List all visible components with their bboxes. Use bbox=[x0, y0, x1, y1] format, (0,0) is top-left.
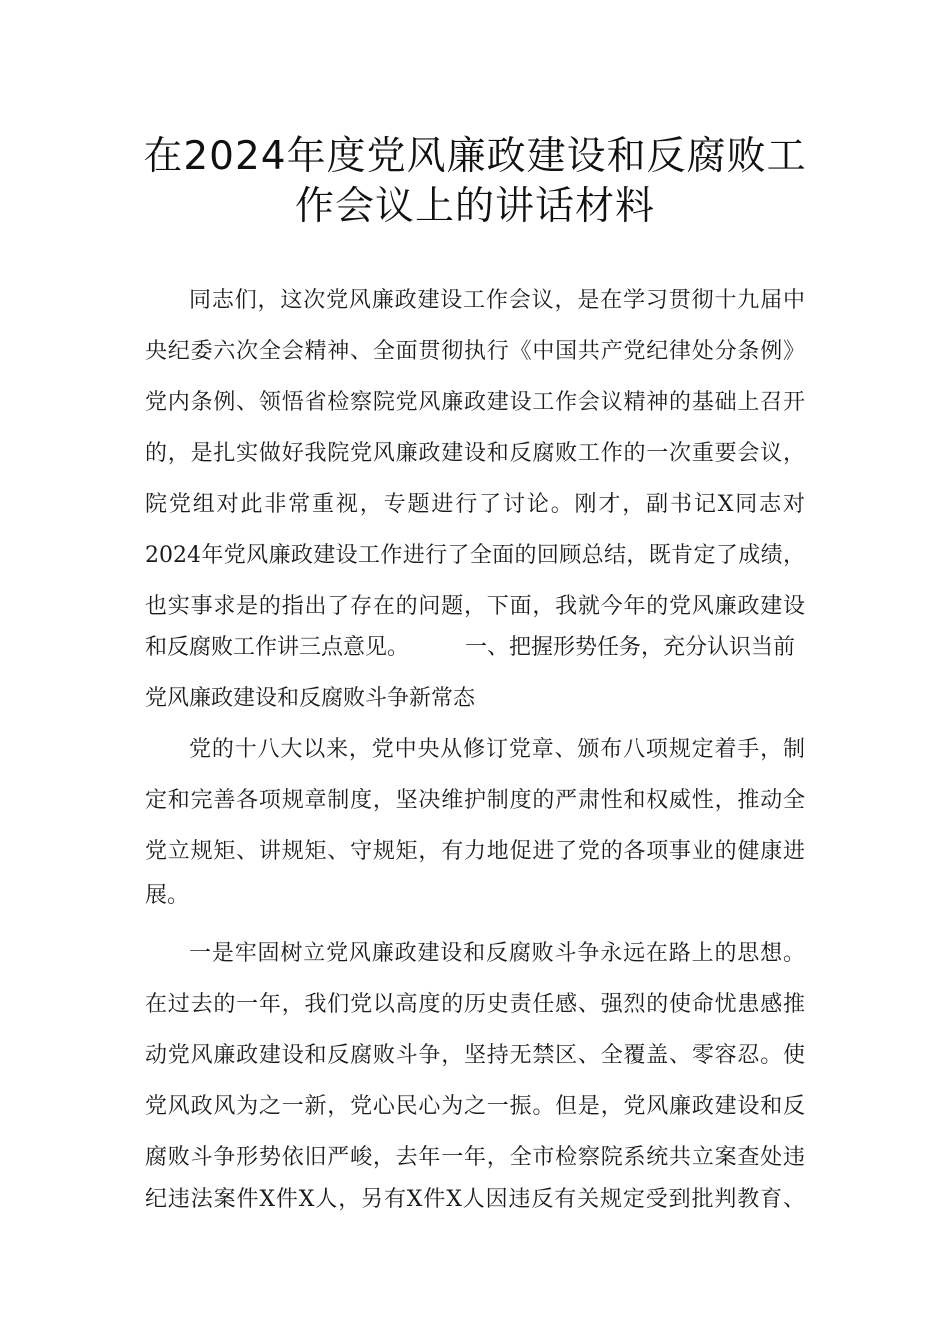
body-text-line: 动党风廉政建设和反腐败斗争，坚持无禁区、全覆盖、零容忍。使 bbox=[145, 1043, 805, 1068]
body-text-line: 党内条例、领悟省检察院党风廉政建设工作会议精神的基础上召开 bbox=[145, 390, 805, 415]
body-text-line: 展。 bbox=[145, 883, 190, 908]
section-heading-1-continued: 党风廉政建设和反腐败斗争新常态 bbox=[145, 686, 476, 711]
body-text-line: 也实事求是的指出了存在的问题，下面，我就今年的党风廉政建设 bbox=[145, 594, 805, 619]
body-text-line: 一是牢固树立党风廉政建设和反腐败斗争永远在路上的思想。 bbox=[189, 941, 805, 966]
body-text-line: 央纪委六次全会精神、全面贯彻执行《中国共产党纪律处分条例》 bbox=[145, 339, 805, 364]
body-text-line: 腐败斗争形势依旧严峻，去年一年，全市检察院系统共立案查处违 bbox=[145, 1145, 805, 1170]
body-text-line: 2024年党风廉政建设工作进行了全面的回顾总结，既肯定了成绩， bbox=[145, 543, 805, 568]
body-text-segment: 和反腐败工作讲三点意见。 bbox=[145, 635, 410, 660]
section-heading-1-part: 一、把握形势任务，充分认识当前 bbox=[465, 635, 796, 660]
body-text-line-with-heading bbox=[145, 633, 805, 663]
body-text-line: 党风政风为之一新，党心民心为之一振。但是，党风廉政建设和反 bbox=[145, 1094, 805, 1119]
document-title-line-2: 作会议上的讲话材料 bbox=[294, 184, 655, 229]
body-text-line: 党的十八大以来，党中央从修订党章、颁布八项规定着手，制 bbox=[189, 737, 805, 762]
body-text-line: 纪违法案件X件X人，另有X件X人因违反有关规定受到批判教育、 bbox=[145, 1187, 805, 1212]
body-text-line: 院党组对此非常重视，专题进行了讨论。刚才，副书记X同志对 bbox=[145, 492, 805, 517]
body-text-line: 党立规矩、讲规矩、守规矩，有力地促进了党的各项事业的健康进 bbox=[145, 839, 805, 864]
body-text-line: 在过去的一年，我们党以高度的历史责任感、强烈的使命忧患感推 bbox=[145, 992, 805, 1017]
body-text-line: 定和完善各项规章制度，坚决维护制度的严肃性和权威性，推动全 bbox=[145, 788, 805, 813]
body-text-line: 同志们，这次党风廉政建设工作会议，是在学习贯彻十九届中 bbox=[189, 288, 805, 313]
body-text-line: 的，是扎实做好我院党风廉政建设和反腐败工作的一次重要会议， bbox=[145, 441, 805, 466]
document-title-line-1: 在2024年度党风廉政建设和反腐败工 bbox=[143, 134, 807, 179]
